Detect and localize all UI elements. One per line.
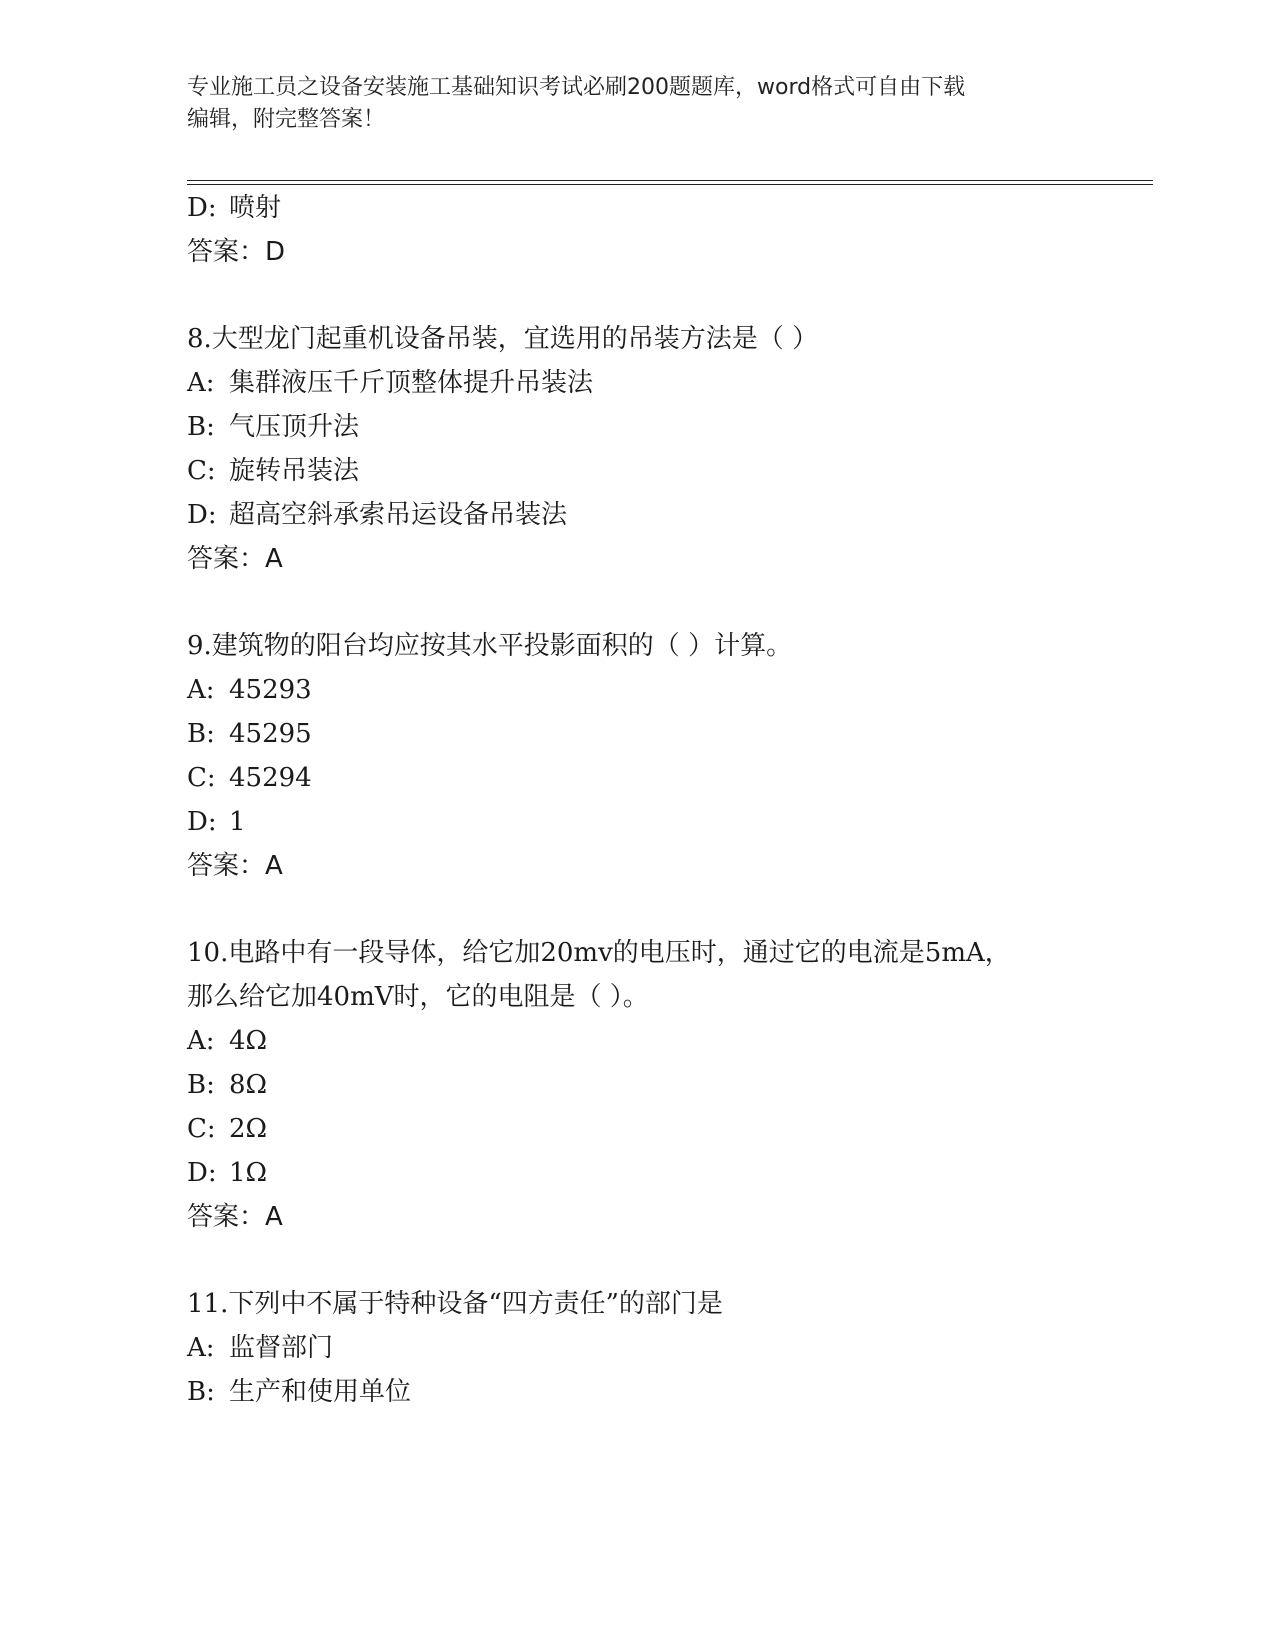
option-text: 旋转吊装法	[229, 456, 360, 486]
option-key: A:	[187, 675, 215, 705]
option-text: 4Ω	[229, 1026, 268, 1056]
option-key: C:	[187, 456, 216, 486]
option-text: 生产和使用单位	[229, 1377, 412, 1407]
q9-option-c	[187, 762, 312, 794]
option-text: 喷射	[229, 193, 282, 223]
option-text: 集群液压千斤顶整体提升吊装法	[229, 368, 594, 398]
option-text: 气压顶升法	[229, 412, 360, 442]
option-text: 45295	[229, 719, 312, 749]
header-line-1: 专业施工员之设备安装施工基础知识考试必刷200题题库，word格式可自由下载	[187, 75, 966, 100]
q8-stem: 8.大型龙门起重机设备吊装，宜选用的吊装方法是（ ）	[187, 324, 819, 354]
option-text: 45293	[229, 675, 312, 705]
option-key: D:	[187, 193, 217, 223]
option-key: C:	[187, 1114, 216, 1144]
q10-option-b	[187, 1069, 267, 1101]
q8-option-a	[187, 367, 593, 399]
q10-option-d	[187, 1157, 267, 1189]
option-text: 超高空斜承索吊运设备吊装法	[229, 500, 568, 530]
prev-option-d	[187, 192, 281, 224]
option-text: 45294	[229, 763, 312, 793]
option-key: A:	[187, 1026, 215, 1056]
option-key: B:	[187, 1377, 215, 1407]
q10-stem-line-1: 10.电路中有一段导体，给它加20mv的电压时，通过它的电流是5mA，	[187, 938, 1011, 968]
q9-option-b	[187, 718, 312, 750]
q11-option-a	[187, 1332, 333, 1364]
q10-option-c	[187, 1113, 267, 1145]
q10-stem-line-2: 那么给它加40mV时，它的电阻是（ ）。	[187, 982, 649, 1012]
q9-option-d	[187, 806, 246, 838]
q11-option-b	[187, 1376, 411, 1408]
header-divider-bottom	[187, 184, 1153, 185]
q9-answer: 答案：A	[187, 851, 283, 881]
q8-option-c	[187, 455, 359, 487]
option-key: D:	[187, 500, 217, 530]
q10-answer: 答案：A	[187, 1202, 283, 1232]
option-key: A:	[187, 368, 215, 398]
q11-stem: 11.下列中不属于特种设备“四方责任”的部门是	[187, 1289, 723, 1319]
q8-option-d	[187, 499, 567, 531]
q10-option-a	[187, 1025, 267, 1057]
q9-option-a	[187, 674, 312, 706]
option-key: D:	[187, 1158, 217, 1188]
prev-answer: 答案：D	[187, 237, 286, 267]
option-text: 1	[229, 807, 246, 837]
header-line-2: 编辑，附完整答案！	[187, 107, 386, 132]
header-divider-top	[187, 180, 1153, 181]
option-text: 监督部门	[229, 1333, 334, 1363]
option-key: D:	[187, 807, 217, 837]
option-text: 2Ω	[229, 1114, 268, 1144]
option-key: B:	[187, 1070, 215, 1100]
q8-answer: 答案：A	[187, 544, 283, 574]
option-key: B:	[187, 719, 215, 749]
q9-stem: 9.建筑物的阳台均应按其水平投影面积的（ ）计算。	[187, 631, 793, 661]
option-key: B:	[187, 412, 215, 442]
option-text: 8Ω	[229, 1070, 268, 1100]
document-header	[187, 72, 1067, 136]
option-key: A:	[187, 1333, 215, 1363]
option-key: C:	[187, 763, 216, 793]
q8-option-b	[187, 411, 359, 443]
option-text: 1Ω	[229, 1158, 268, 1188]
